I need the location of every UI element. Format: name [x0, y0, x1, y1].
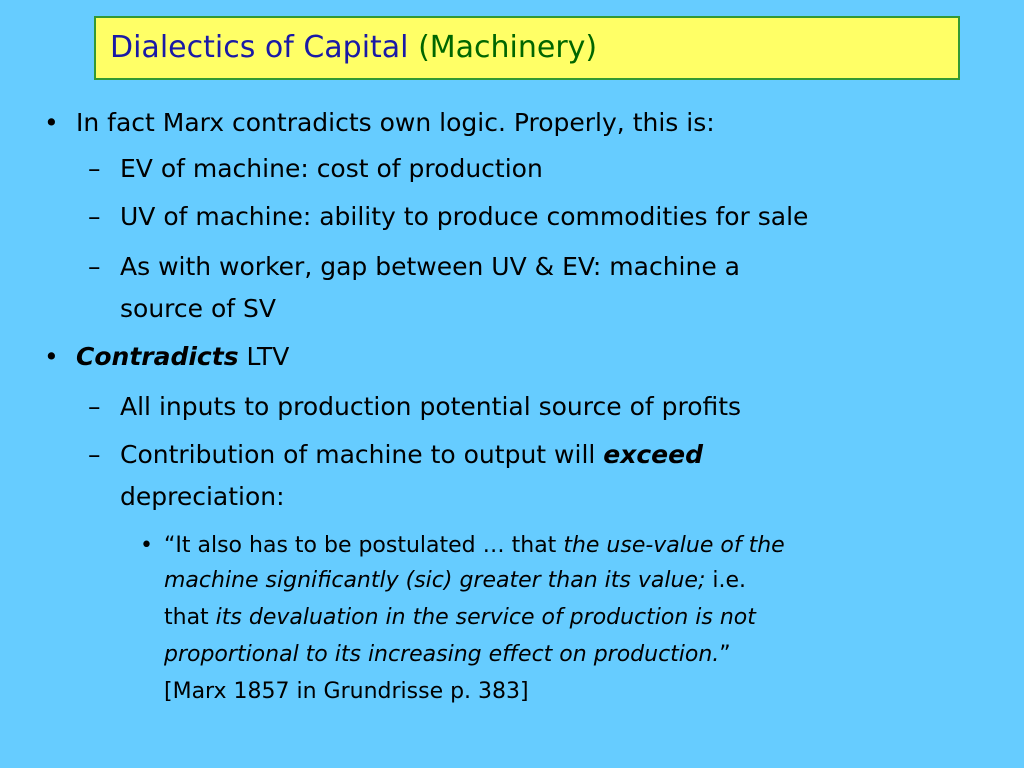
quote-citation: [Marx 1857 in Grundrisse p. 383] [164, 679, 529, 704]
sub-bullet-text-line1: As with worker, gap between UV & EV: machine a [120, 252, 740, 281]
quote-text [164, 528, 785, 563]
title-main: Dialectics of Capital [110, 30, 409, 65]
quote-text [164, 563, 746, 598]
contribution-pre: Contribution of machine to output will [120, 440, 604, 469]
quote-close: ” [719, 642, 731, 667]
quote-italic: the use-value of the [563, 533, 785, 558]
title-accent: (Machinery) [418, 30, 598, 65]
dash-mark: – [88, 440, 101, 469]
bullet-mark: • [44, 108, 59, 137]
sub-bullet-text-line2: depreciation: [120, 482, 285, 511]
bullet-mark: • [44, 342, 59, 371]
bullet-mark: • [140, 533, 153, 558]
quote-text [164, 600, 756, 635]
quote-pre: “It also has to be postulated … that [164, 533, 564, 558]
bullet-text [76, 334, 289, 380]
sub-bullet-text: EV of machine: cost of production [120, 154, 543, 183]
bullet-text: In fact Marx contradicts own logic. Properly, this is: [76, 108, 715, 137]
emphasis-contradicts: Contradicts [76, 342, 239, 371]
dash-mark: – [88, 202, 101, 231]
dash-mark: – [88, 392, 101, 421]
sub-bullet-text-line1 [120, 432, 703, 478]
quote-italic: proportional to its increasing effect on production. [164, 642, 720, 667]
quote-ie: i.e. [705, 568, 746, 593]
sub-bullet-text: UV of machine: ability to produce commodities for sale [120, 202, 809, 231]
quote-that: that [164, 605, 216, 630]
emphasis-exceed: exceed [603, 440, 703, 469]
sub-bullet-text-line2: source of SV [120, 294, 276, 323]
quote-text [164, 637, 731, 672]
dash-mark: – [88, 252, 101, 281]
ltv-text: LTV [238, 342, 290, 371]
quote-italic: its devaluation in the service of production is not [215, 605, 756, 630]
sub-bullet-text: All inputs to production potential source of profits [120, 392, 742, 421]
dash-mark: – [88, 154, 101, 183]
quote-italic: machine significantly (sic) greater than its value; [164, 568, 706, 593]
